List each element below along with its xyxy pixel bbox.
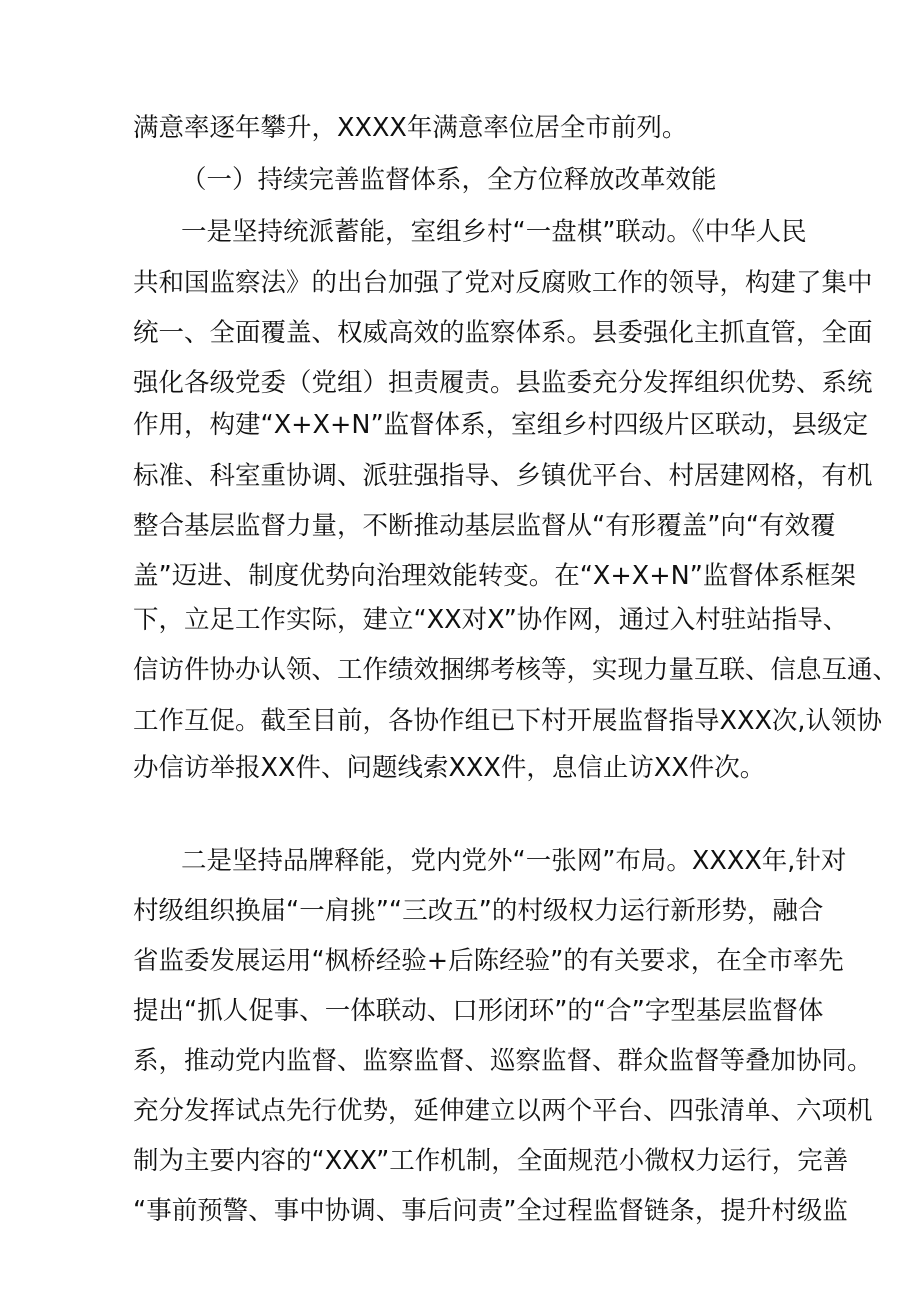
paragraph-1-line-4: 强化各级党委（党组）担责履责。县监委充分发挥组织优势、系统 [133, 368, 873, 398]
paragraph-2-line-3: 省监委发展运用“枫桥经验+后陈经验”的有关要求，在全市率先 [133, 946, 844, 976]
paragraph-1-line-9: 下，立足工作实际，建立“XX对X”协作网，通过入村驻站指导、 [133, 605, 849, 635]
paragraph-2-line-2: 村级组织换届“一肩挑”“三改五”的村级权力运行新形势，融合 [133, 896, 824, 926]
paragraph-2-line-8: “事前预警、事中协调、事后问责”全过程监督链条，提升村级监 [133, 1196, 848, 1226]
paragraph-1-line-10: 信访件协办认领、工作绩效捆绑考核等，实现力量互联、信息互通、 [133, 655, 899, 685]
paragraph-1-line-12: 办信访举报XX件、问题线索XXX件，息信止访XX件次。 [133, 753, 766, 783]
paragraph-2-line-1: 二是坚持品牌释能，党内党外“一张网”布局。XXXX年,针对 [181, 846, 847, 876]
paragraph-1-line-3: 统一、全面覆盖、权威高效的监察体系。县委强化主抓直管，全面 [133, 318, 873, 348]
text-line-1: 满意率逐年攀升，XXXX年满意率位居全市前列。 [133, 113, 688, 143]
paragraph-1-line-6: 标准、科室重协调、派驻强指导、乡镇优平台、村居建网格，有机 [133, 461, 873, 491]
section-heading: （一）持续完善监督体系，全方位释放改革效能 [181, 165, 717, 195]
paragraph-1-line-8: 盖”迈进、制度优势向治理效能转变。在“X+X+N”监督体系框架 [133, 561, 856, 591]
paragraph-2-line-7: 制为主要内容的“XXX”工作机制，全面规范小微权力运行，完善 [133, 1146, 849, 1176]
paragraph-1-line-11: 工作互促。截至目前，各协作组已下村开展监督指导XXX次,认领协 [133, 706, 883, 736]
paragraph-1-line-2: 共和国监察法》的出台加强了党对反腐败工作的领导，构建了集中 [133, 268, 873, 298]
paragraph-1-line-5: 作用，构建“X+X+N”监督体系，室组乡村四级片区联动，县级定 [133, 410, 869, 440]
paragraph-1-line-7: 整合基层监督力量，不断推动基层监督从“有形覆盖”向“有效覆 [133, 511, 836, 541]
paragraph-2-line-6: 充分发挥试点先行优势，延伸建立以两个平台、四张清单、六项机 [133, 1096, 873, 1126]
paragraph-1-line-1: 一是坚持统派蓄能，室组乡村“一盘棋”联动。《中华人民 [181, 217, 807, 247]
paragraph-2-line-5: 系，推动党内监督、监察监督、巡察监督、群众监督等叠加协同。 [133, 1046, 873, 1076]
paragraph-2-line-4: 提出“抓人促事、一体联动、口形闭环”的“合”字型基层监督体 [133, 996, 824, 1026]
